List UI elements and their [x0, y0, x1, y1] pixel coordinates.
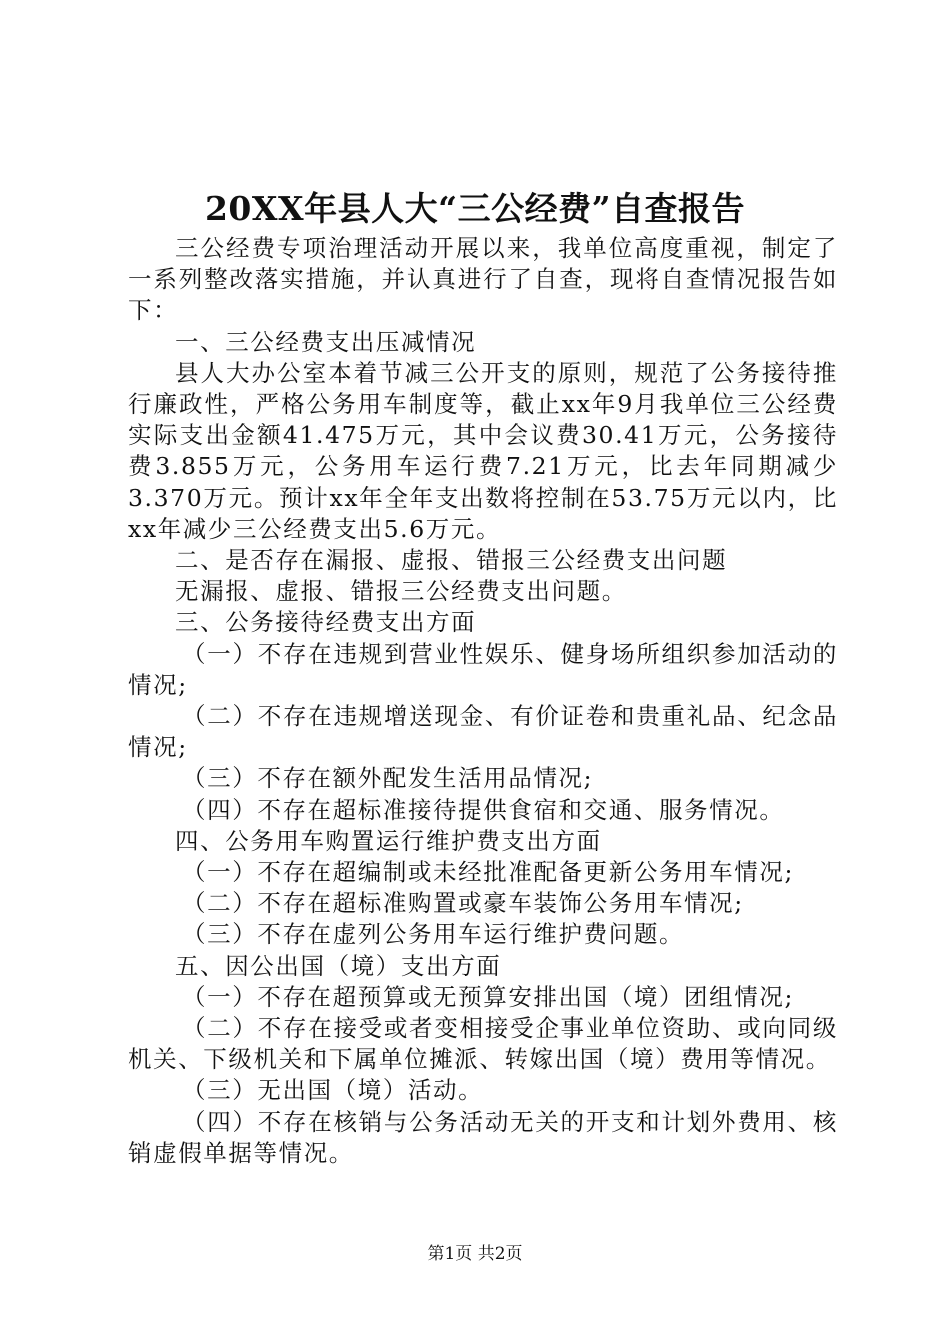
- section-3-item-4: （四）不存在超标准接待提供食宿和交通、服务情况。: [182, 795, 785, 824]
- section-3-item-1: （一）不存在违规到营业性娱乐、健身场所组织参加活动的情况;: [128, 639, 838, 699]
- document-body: [128, 233, 838, 1169]
- page-number-footer: 第1页 共2页: [427, 1244, 523, 1264]
- document-title: 20XX年县人大“三公经费”自查报告: [204, 189, 746, 228]
- section-heading-2: 二、是否存在漏报、虚报、错报三公经费支出问题: [175, 546, 728, 575]
- section-5-item-4: （四）不存在核销与公务活动无关的开支和计划外费用、核销虚假单据等情况。: [128, 1107, 838, 1167]
- section-4-item-3: （三）不存在虚列公务用车运行维护费问题。: [182, 920, 685, 949]
- section-4-item-1: （一）不存在超编制或未经批准配备更新公务用车情况;: [182, 858, 794, 887]
- section-heading-1: 一、三公经费支出压减情况: [175, 327, 477, 356]
- section-1-paragraph: 县人大办公室本着节减三公开支的原则，规范了公务接待推行廉政性，严格公务用车制度等，截止xx年9月我单位三公经费实际支出金额41.475万元，其中会议费30.41万元，公务接待费3.855万元，公务用车运行费7.21万元，比去年同期减少3.370万元。预计xx年全年支出数将控制在53.75万元以内，比xx年减少三公经费支出5.6万元。: [128, 358, 838, 543]
- section-3-item-3: （三）不存在额外配发生活用品情况;: [182, 764, 594, 793]
- section-2-paragraph: 无漏报、虚报、错报三公经费支出问题。: [175, 577, 627, 606]
- section-heading-4: 四、公务用车购置运行维护费支出方面: [175, 826, 602, 855]
- section-5-item-2: （二）不存在接受或者变相接受企事业单位资助、或向同级机关、下级机关和下属单位摊派、转嫁出国（境）费用等情况。: [128, 1014, 838, 1074]
- section-5-item-1: （一）不存在超预算或无预算安排出国（境）团组情况;: [182, 982, 794, 1011]
- section-heading-5: 五、因公出国（境）支出方面: [175, 951, 502, 980]
- section-heading-3: 三、公务接待经费支出方面: [175, 608, 477, 637]
- section-5-item-3: （三）无出国（境）活动。: [182, 1076, 484, 1105]
- intro-paragraph: 三公经费专项治理活动开展以来，我单位高度重视，制定了一系列整改落实措施，并认真进行了自查，现将自查情况报告如下：: [128, 234, 838, 325]
- section-3-item-2: （二）不存在违规增送现金、有价证卷和贵重礼品、纪念品情况;: [128, 702, 838, 762]
- section-4-item-2: （二）不存在超标准购置或豪车装饰公务用车情况;: [182, 889, 744, 918]
